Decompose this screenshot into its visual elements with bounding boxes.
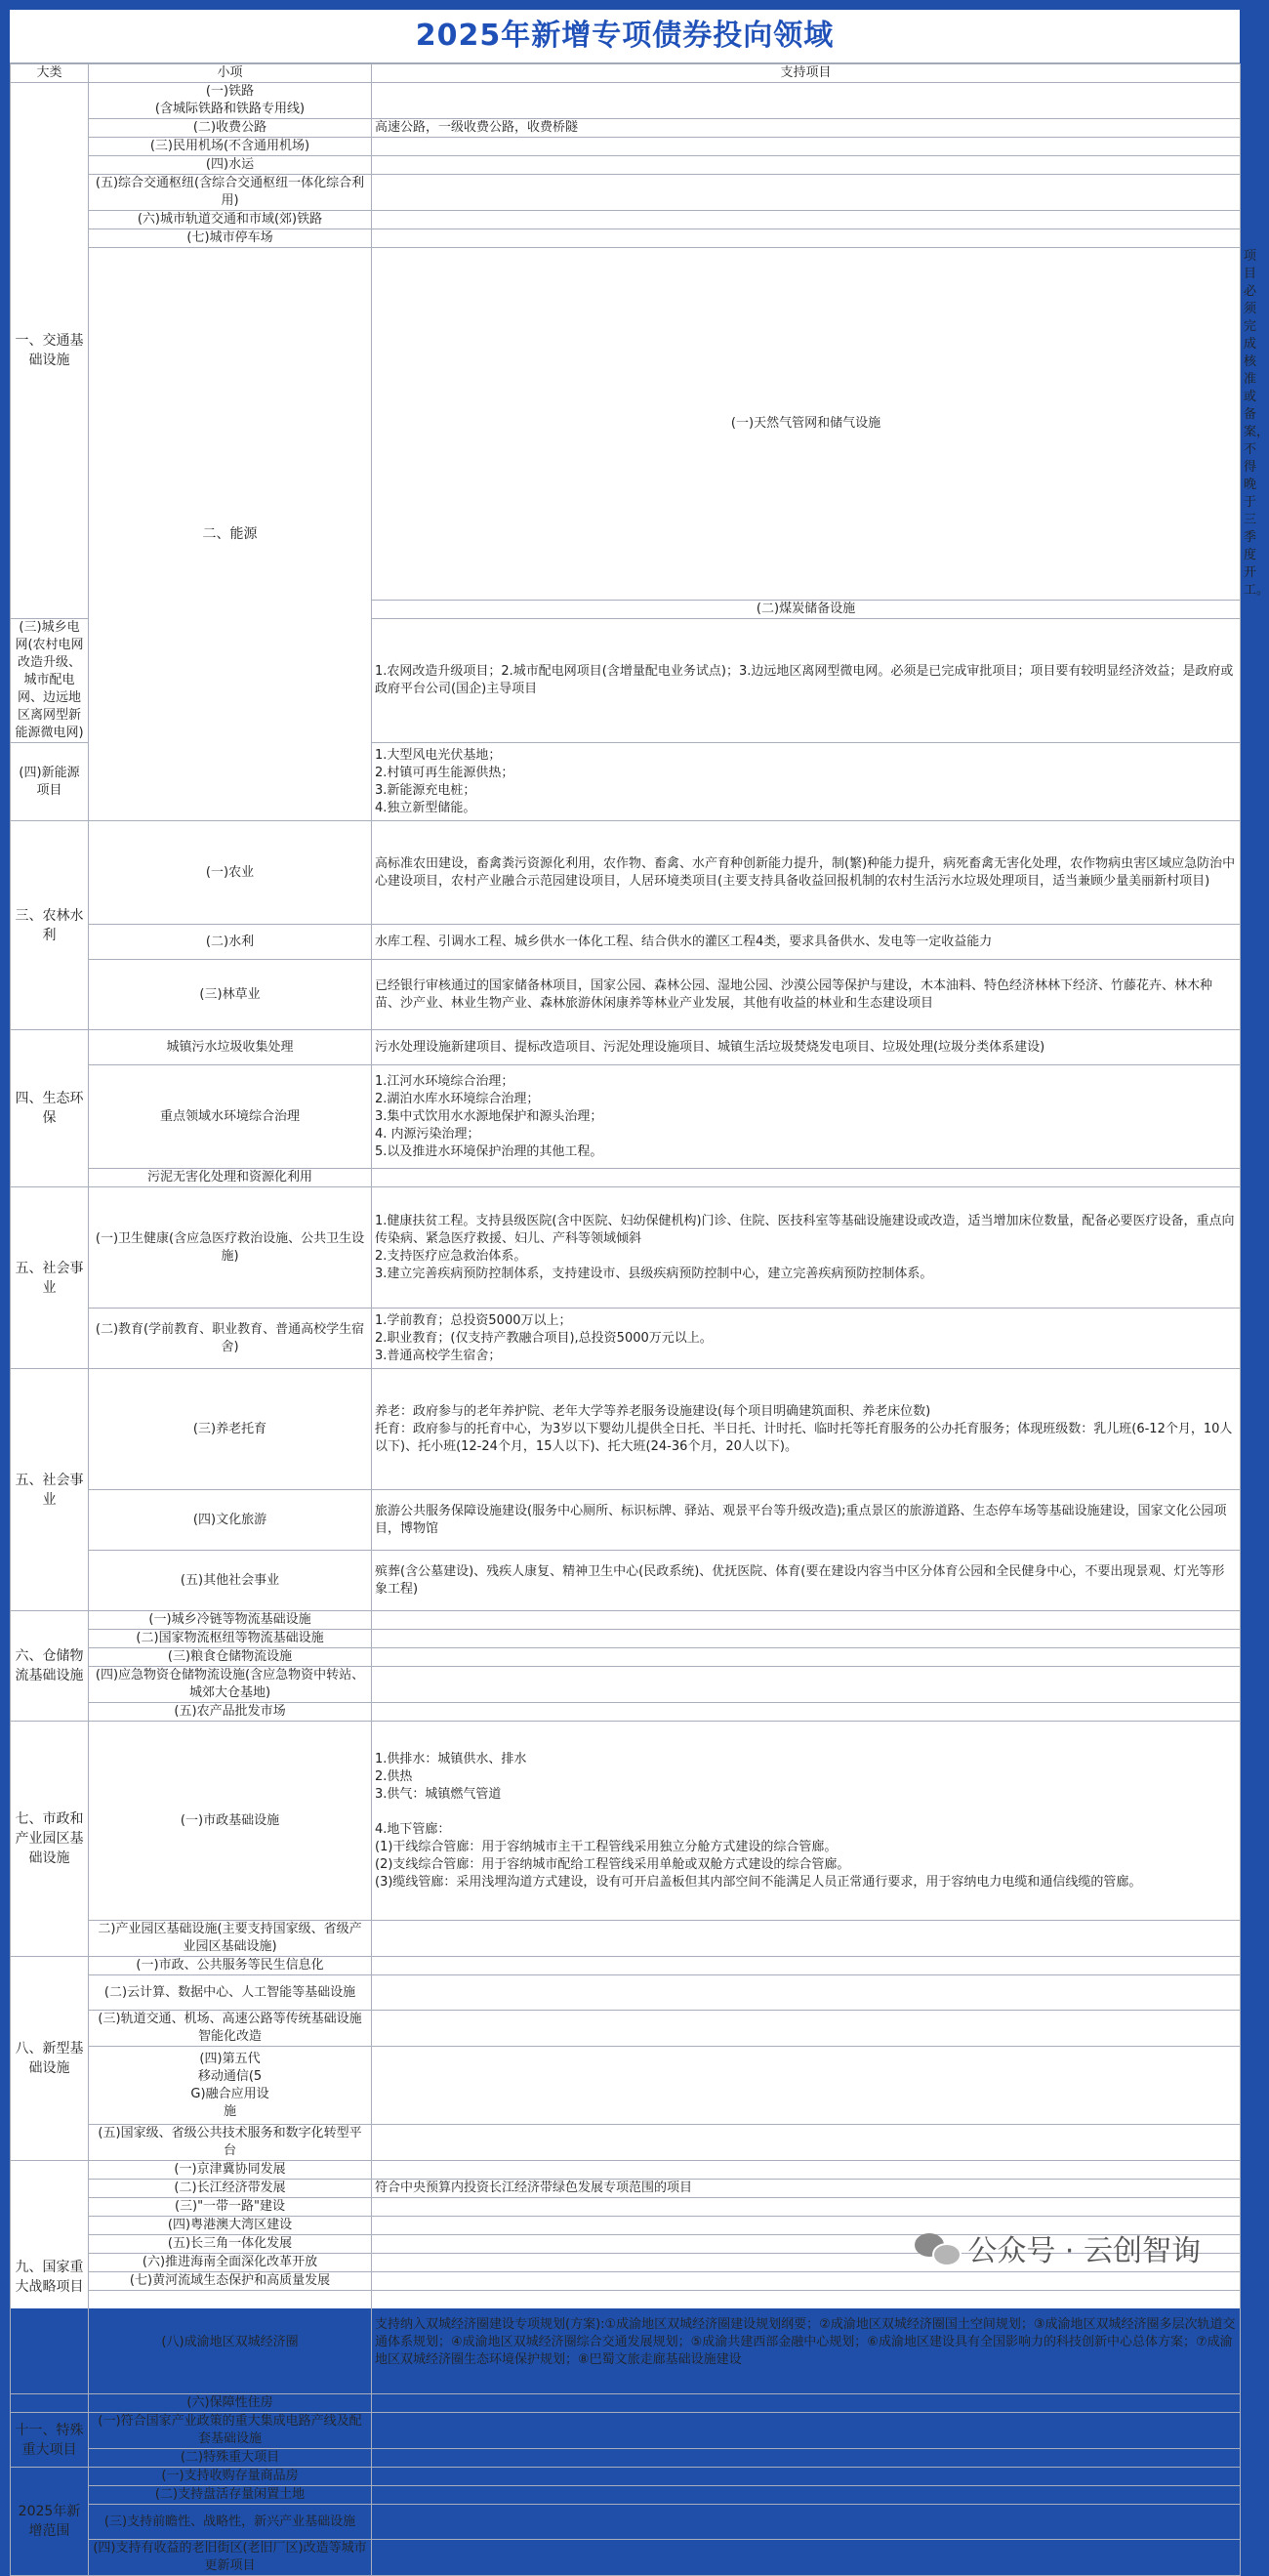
subitem-cell: (一)城乡冷链等物流基础设施 [89,1611,372,1630]
support-cell: 1.学前教育；总投资5000万以上； 2.职业教育；(仅支持产教融合项目),总投资5000万元以上。 3.普通高校学生宿舍； [372,1309,1241,1369]
support-cell [372,229,1241,248]
table-row [11,1169,1241,1187]
table-row [11,1551,1241,1611]
table-row [11,1187,1241,1309]
support-cell [372,1630,1241,1648]
table-row [11,2272,1241,2291]
watermark [915,2226,1201,2269]
document-frame [10,10,1269,2573]
subitem-cell: (五)农产品批发市场 [89,1703,372,1722]
subitem-cell: (三)"一带一路"建设 [89,2198,372,2217]
table-row [11,1309,1241,1369]
support-cell: 支持纳入双城经济圈建设专项规划(方案):①成渝地区双城经济圈建设规划纲要；②成渝地区双城经济圈国土空间规划；③成渝地区双城经济圈多层次轨道交通体系规划；④成渝地区双城经济圈综合交通发展规划；⑤成渝共建西部金融中心规划；⑥成渝地区建设具有全国影响力的科技创新中心总体方案；⑦成渝地区双城经济圈生态环境保护规划；⑧巴蜀文旅走廊基础设施建设 [372,2291,1241,2394]
subitem-cell: (六)推进海南全面深化改革开放 [89,2254,372,2272]
category-cell: 四、生态环保 [11,1030,89,1187]
subitem-cell: (四)文化旅游 [89,1490,372,1551]
table-row [11,2394,1241,2413]
subitem-cell: (六)保障性住房 [89,2394,372,2413]
table-row [11,2486,1241,2505]
category-cell: 五、社会事业 [11,1369,89,1611]
support-cell [372,1169,1241,1187]
support-cell: 1.大型风电光伏基地； 2.村镇可再生能源供热； 3.新能源充电桩； 4.独立新型储能。 [372,743,1241,821]
header-subitem: 小项 [89,64,372,83]
subitem-cell: (二)支持盘活存量闲置土地 [89,2486,372,2505]
table-row [11,175,1241,211]
table-row [11,925,1241,960]
subitem-cell: (五)综合交通枢纽(含综合交通枢纽一体化综合利用) [89,175,372,211]
table-row [11,2468,1241,2486]
table-row [11,2011,1241,2047]
support-cell: 符合中央预算内投资长江经济带绿色发展专项范围的项目 [372,2180,1241,2198]
support-cell [372,2272,1241,2291]
support-cell: 1.健康扶贫工程。支持县级医院(含中医院、妇幼保健机构)门诊、住院、医技科室等基础设施建设或改造，适当增加床位数量，配备必要医疗设备，重点向传染病、紧急医疗救援、妇儿、产科等领域倾斜 2.支持医疗应急救治体系。 3.建立完善疾病预防控制体系，支持建设市、县级疾病预防控制中心，建立完善疾病预防控制体系。 [372,1187,1241,1309]
category-cell [11,2394,89,2413]
subitem-cell: (四)应急物资仓储物流设施(含应急物资中转站、城郊大仓基地) [89,1667,372,1703]
table-row [11,1921,1241,1957]
support-cell [372,2413,1241,2449]
subitem-cell: (四)第五代 移动通信(5 G)融合应用设 施 [89,2047,372,2125]
support-cell [372,1703,1241,1722]
table-row [11,1630,1241,1648]
support-cell [372,2468,1241,2486]
support-cell [372,2047,1241,2125]
subitem-cell: (四)新能源项目 [11,743,89,821]
support-cell [372,1975,1241,2011]
subitem-cell: (二)煤炭储备设施 [372,601,1241,619]
support-cell: 水库工程、引调水工程、城乡供水一体化工程、结合供水的灌区工程4类，要求具备供水、发电等一定收益能力 [372,925,1241,960]
support-cell [372,1921,1241,1957]
table-row [11,1490,1241,1551]
subitem-cell: (六)城市轨道交通和市域(郊)铁路 [89,211,372,229]
table-row [11,2198,1241,2217]
support-cell [372,2011,1241,2047]
table-row [11,2047,1241,2125]
support-cell: 殡葬(含公墓建设)、残疾人康复、精神卫生中心(民政系统)、优抚医院、体育(要在建设内容当中区分体育公园和全民健身中心，不要出现景观、灯光等形象工程) [372,1551,1241,1611]
category-cell: 八、新型基础设施 [11,1957,89,2161]
support-cell: 1.供排水：城镇供水、排水 2.供热 3.供气：城镇燃气管道 4.地下管廊： (1)干线综合管廊：用于容纳城市主干工程管线采用独立分舱方式建设的综合管廊。 (2)支线综合管廊：用于容纳城市配给工程管线采用单舱或双舱方式建设的综合管廊。 (3)缆线管廊：采用浅埋沟道方式建设，设有可开启盖板但其内部空间不能满足人员正常通行要求，用于容纳电力电缆和通信线缆的管廊。 [372,1722,1241,1921]
subitem-cell: (一)铁路 (含城际铁路和铁路专用线) [89,83,372,119]
table-row [11,2291,1241,2394]
subitem-cell: (一)市政基础设施 [89,1722,372,1921]
header-category: 大类 [11,64,89,83]
subitem-cell: (一)农业 [89,821,372,925]
subitem-cell: (三)林草业 [89,960,372,1030]
category-cell: 2025年新增范围 [11,2468,89,2576]
table-row [11,2413,1241,2449]
subitem-cell: (二)云计算、数据中心、人工智能等基础设施 [89,1975,372,2011]
table-row [11,1703,1241,1722]
support-cell [372,2125,1241,2161]
category-cell: 一、交通基础设施 [11,83,89,619]
subitem-cell: (二)教育(学前教育、职业教育、普通高校学生宿舍) [89,1309,372,1369]
subitem-cell: (三)城乡电网(农村电网改造升级、城市配电网、边远地区离网型新能源微电网) [11,619,89,743]
support-cell [372,175,1241,211]
support-cell [372,2161,1241,2180]
subitem-cell: (二)长江经济带发展 [89,2180,372,2198]
subitem-cell: (一)卫生健康(含应急医疗救治设施、公共卫生设施) [89,1187,372,1309]
subitem-cell: (三)粮食仓储物流设施 [89,1648,372,1667]
category-cell: 九、国家重大战略项目 [11,2161,89,2394]
support-cell [372,2449,1241,2468]
subitem-cell: 重点领域水环境综合治理 [89,1065,372,1169]
support-cell [372,2505,1241,2540]
table-row [11,1722,1241,1921]
subitem-cell: (一)市政、公共服务等民生信息化 [89,1957,372,1975]
header-support: 支持项目 [372,64,1241,83]
support-cell [372,138,1241,156]
support-cell [372,1957,1241,1975]
category-cell: 三、农林水利 [11,821,89,1030]
table-row [11,2505,1241,2540]
subitem-cell: (五)长三角一体化发展 [89,2235,372,2254]
table-row [11,960,1241,1030]
subitem-cell: (二)收费公路 [89,119,372,138]
category-cell: 七、市政和产业园区基础设施 [11,1722,89,1957]
support-cell: 旅游公共服务保障设施建设(服务中心厕所、标识标牌、驿站、观景平台等升级改造);重点景区的旅游道路、生态停车场等基础设施建设，国家文化公园项目，博物馆 [372,1490,1241,1551]
wechat-icon [915,2229,958,2266]
support-cell: 已经银行审核通过的国家储备林项目，国家公园、森林公园、湿地公园、沙漠公园等保护与建设，木本油料、特色经济林林下经济、竹藤花卉、林木种苗、沙产业、林业生物产业、森林旅游休闲康养等林业产业发展，其他有收益的林业和生态建设项目 [372,960,1241,1030]
table-row [11,83,1241,119]
subitem-cell: (一)符合国家产业政策的重大集成电路产线及配套基础设施 [89,2413,372,2449]
table-row [11,1957,1241,1975]
subitem-cell: (七)黄河流域生态保护和高质量发展 [89,2272,372,2291]
table-row [11,229,1241,248]
subitem-cell: (三)养老托育 [89,1369,372,1490]
subitem-cell: (二)水利 [89,925,372,960]
table-row [11,2180,1241,2198]
support-cell [372,1667,1241,1703]
support-cell: 养老：政府参与的老年养护院、老年大学等养老服务设施建设(每个项目明确建筑面积、养老床位数) 托育：政府参与的托育中心，为3岁以下婴幼儿提供全日托、半日托、计时托、临时托等托育服务的公办托育服务；体现班级数：乳儿班(6-12个月，10人以下)、托小班(12-24个月，15人以下)、托大班(24-36个月，20人以下)。 [372,1369,1241,1490]
page-title: 2025年新增专项债券投向领域 [10,10,1240,63]
support-cell: 1.江河水环境综合治理； 2.湖泊水库水环境综合治理； 3.集中式饮用水水源地保护和源头治理； 4. 内源污染治理； 5.以及推进水环境保护治理的其他工程。 [372,1065,1241,1169]
subitem-cell: (三)支持前瞻性、战略性，新兴产业基础设施 [89,2505,372,2540]
table-row [11,1975,1241,2011]
table-row [11,156,1241,175]
support-cell: 污水处理设施新建项目、提标改造项目、污泥处理设施项目、城镇生活垃圾焚烧发电项目、垃圾处理(垃圾分类体系建设) [372,1030,1241,1065]
support-cell [372,2394,1241,2413]
table-row [11,1369,1241,1490]
support-cell [372,83,1241,119]
investment-table [10,63,1269,2576]
table-row [11,138,1241,156]
subitem-cell: (四)支持有收益的老旧街区(老旧厂区)改造等城市更新项目 [89,2540,372,2576]
table-row [11,2540,1241,2576]
table-body [11,83,1269,2576]
subitem-cell: 污泥无害化处理和资源化利用 [89,1169,372,1187]
table-row: 二、能源 (一)天然气管网和储气设施 项目必须完成核准或备案，不得晚于三季度开工。 [11,248,1241,601]
subitem-cell: (三)轨道交通、机场、高速公路等传统基础设施智能化改造 [89,2011,372,2047]
category-cell: 五、社会事业 [11,1187,89,1369]
table-row [11,1611,1241,1630]
support-cell: 1.农网改造升级项目；2.城市配电网项目(含增量配电业务试点)；3.边远地区离网型微电网。必须是已完成审批项目；项目要有较明显经济效益；是政府或政府平台公司(国企)主导项目 [372,619,1241,743]
table-row [11,119,1241,138]
table-row [11,1648,1241,1667]
category-cell: 十一、特殊重大项目 [11,2413,89,2468]
support-cell [372,2486,1241,2505]
support-cell [372,1648,1241,1667]
support-cell [372,211,1241,229]
category-cell: 六、仓储物流基础设施 [11,1611,89,1722]
subitem-cell: (一)京津冀协同发展 [89,2161,372,2180]
subitem-cell: 二)产业园区基础设施(主要支持国家级、省级产业园区基础设施) [89,1921,372,1957]
subitem-cell: (八)成渝地区双城经济圈 [89,2291,372,2394]
subitem-cell: (一)支持收购存量商品房 [89,2468,372,2486]
subitem-cell: (二)国家物流枢纽等物流基础设施 [89,1630,372,1648]
subitem-cell: (四)粤港澳大湾区建设 [89,2217,372,2235]
subitem-cell: (七)城市停车场 [89,229,372,248]
table-row [11,1030,1241,1065]
table-row [11,2161,1241,2180]
support-cell [372,1611,1241,1630]
table-row [11,2125,1241,2161]
support-cell: 高标准农田建设，畜禽粪污资源化利用，农作物、畜禽、水产育种创新能力提升，制(繁)种能力提升，病死畜禽无害化处理，农作物病虫害区域应急防治中心建设项目，农村产业融合示范园建设项目，人居环境类项目(主要支持具备收益回报机制的农村生活污水垃圾处理项目，适当兼顾少量美丽新村项目) [372,821,1241,925]
subitem-cell: (五)国家级、省级公共技术服务和数字化转型平台 [89,2125,372,2161]
table-header-row [11,64,1241,83]
subitem-cell: (三)民用机场(不含通用机场) [89,138,372,156]
subitem-cell: (五)其他社会事业 [89,1551,372,1611]
table-row [11,1667,1241,1703]
support-cell: 高速公路，一级收费公路，收费桥隧 [372,119,1241,138]
subitem-cell: (四)水运 [89,156,372,175]
category-cell: 二、能源 [89,248,372,821]
support-cell [372,2198,1241,2217]
table-row [11,2449,1241,2468]
subitem-cell: (一)天然气管网和储气设施 [372,248,1241,601]
support-cell [372,156,1241,175]
table-row [11,211,1241,229]
table-row [11,821,1241,925]
support-cell [372,2540,1241,2576]
table-row [11,1065,1241,1169]
watermark-text: 公众号 · 云创智询 [967,2234,1201,2268]
subitem-cell: (二)特殊重大项目 [89,2449,372,2468]
subitem-cell: 城镇污水垃圾收集处理 [89,1030,372,1065]
